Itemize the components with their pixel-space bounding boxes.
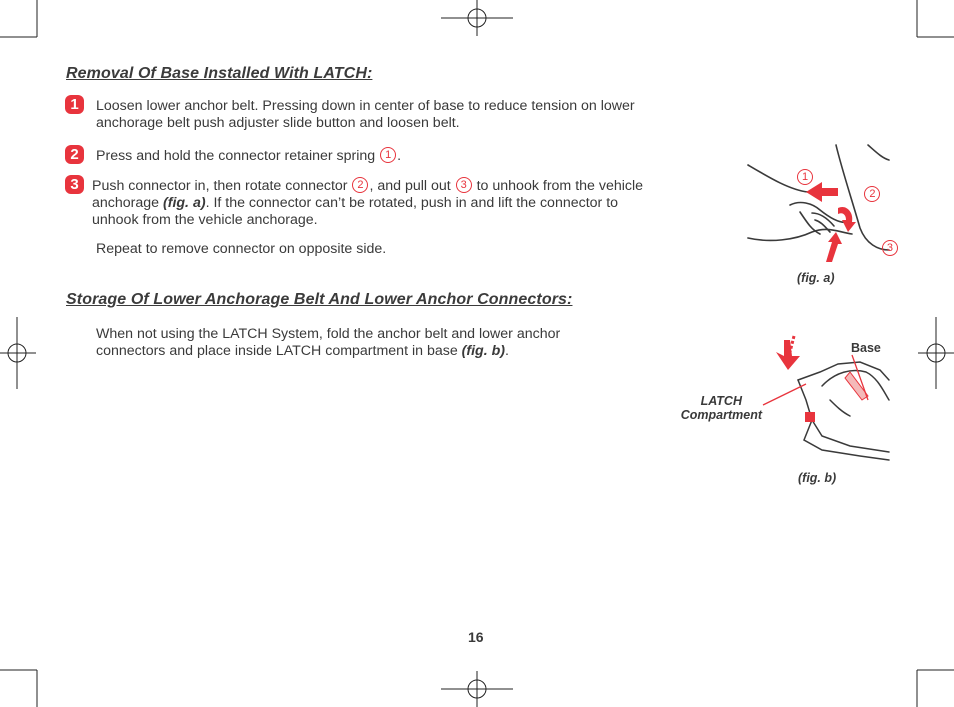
fig-a-callout-1: 1	[797, 169, 813, 185]
step-3-line-3: unhook from the vehicle anchorage.	[92, 212, 318, 228]
repeat-note: Repeat to remove connector on opposite side.	[96, 241, 387, 257]
step-badge-3: 3	[65, 175, 84, 194]
arrow-down-icon	[776, 340, 800, 370]
step-3-line-2: anchorage (fig. a). If the connector can’t be rotated, push in and lift the connector to	[92, 195, 619, 211]
step-1-line-2: anchorage belt push adjuster slide button and loosen belt.	[96, 115, 460, 131]
figure-a-caption: (fig. a)	[797, 271, 835, 285]
figure-b-label-latch: LATCH Compartment	[680, 394, 762, 422]
callout-ref-3: 3	[456, 177, 472, 193]
step-3-line-1: Push connector in, then rotate connector 2 , and pull out 3 to unhook from the vehicle	[92, 178, 644, 194]
fig-a-callout-3: 3	[882, 240, 898, 256]
step-1-line-1: Loosen lower anchor belt. Pressing down in center of base to reduce tension on lower	[96, 98, 635, 114]
latch-leader-line	[763, 384, 806, 405]
page-number: 16	[468, 629, 484, 645]
callout-ref-1: 1	[380, 147, 396, 163]
callout-ref-2: 2	[352, 177, 368, 193]
step-badge-1: 1	[65, 95, 84, 114]
figure-b-label-base: Base	[851, 341, 881, 355]
figure-b-caption: (fig. b)	[798, 471, 837, 485]
belt-strap-icon	[845, 372, 868, 400]
fig-a-callout-2: 2	[864, 186, 880, 202]
storage-line-2: connectors and place inside LATCH compartment in base (fig. b).	[96, 343, 509, 359]
step-2-text: Press and hold the connector retainer spring 1 .	[96, 148, 402, 164]
storage-line-1: When not using the LATCH System, fold the anchor belt and lower anchor	[96, 326, 561, 342]
section-heading-removal: Removal Of Base Installed With LATCH:	[66, 65, 373, 82]
section-heading-storage: Storage Of Lower Anchorage Belt And Lower Anchor Connectors:	[66, 291, 573, 308]
latch-button-icon	[805, 412, 815, 422]
step-badge-2: 2	[65, 145, 84, 164]
